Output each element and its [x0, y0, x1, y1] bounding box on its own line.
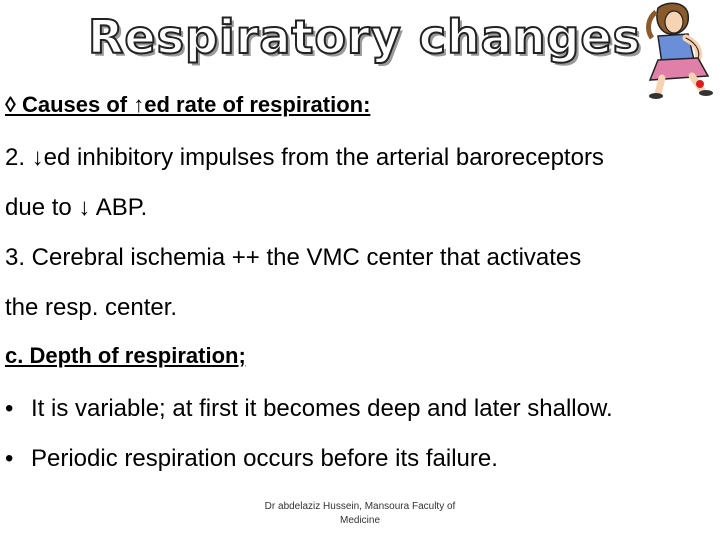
bullet-text: It is variable; at first it becomes deep and later shallow.: [31, 395, 613, 422]
bullet-marker: •: [5, 445, 14, 472]
slide-title: Respiratory changes: [88, 10, 642, 64]
list-item: [5, 445, 498, 473]
depth-heading: c. Depth of respiration;: [5, 343, 246, 368]
cause-3-line: 3. Cerebral ischemia ++ the VMC center that activates: [5, 244, 582, 271]
footer-line-1: Dr abdelaziz Hussein, Mansoura Faculty of: [264, 501, 456, 512]
cause-2-line: 2. ↓ed inhibitory impulses from the arterial baroreceptors: [5, 144, 604, 171]
bullet-marker: •: [5, 395, 14, 422]
causes-heading: ◊ Causes of ↑ed rate of respiration:: [5, 92, 371, 117]
footer-credit: [250, 500, 470, 528]
cause-2-continuation: due to ↓ ABP.: [5, 194, 148, 221]
list-item: [5, 395, 613, 423]
footer-line-2: Medicine: [339, 515, 381, 526]
bullet-text: Periodic respiration occurs before its failure.: [31, 445, 498, 472]
injured-person-illustration: [628, 0, 720, 100]
cause-3-continuation: the resp. center.: [5, 294, 178, 321]
